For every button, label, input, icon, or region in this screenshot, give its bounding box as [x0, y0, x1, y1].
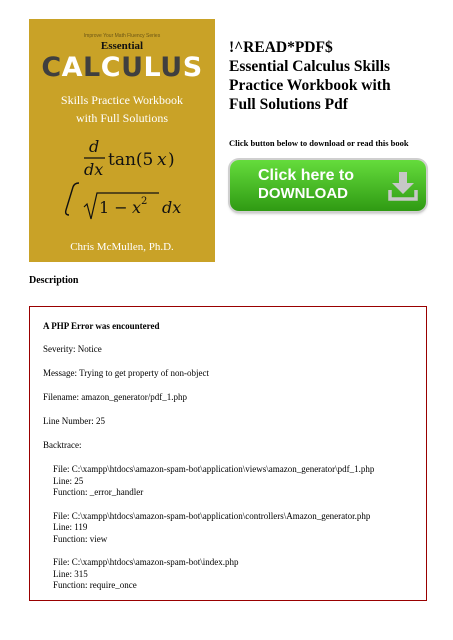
svg-text:): ) [168, 150, 175, 170]
cover-calculus-letter: A [61, 52, 84, 83]
svg-text:dx: dx [162, 198, 182, 217]
cover-subtitle-line1: Skills Practice Workbook [60, 93, 184, 107]
cover-calculus-letter: C [41, 52, 62, 83]
error-heading: A PHP Error was encountered [43, 321, 160, 331]
cover-author: Chris McMullen, Ph.D. [70, 241, 174, 253]
svg-text:tan(5: tan(5 [108, 150, 154, 170]
error-backtrace-label: Backtrace: [43, 440, 82, 450]
cover-calculus-letter: C [100, 52, 122, 83]
backtrace-line: Line: 25 [53, 475, 84, 486]
backtrace-function: Function: view [53, 533, 108, 544]
cover-tagline: Improve Your Math Fluency Series [83, 33, 161, 39]
backtrace-file: File: C:\xampp\htdocs\amazon-spam-bot\application\controllers\Amazon_generator.php [53, 510, 371, 521]
cover-calculus-letter: L [143, 52, 161, 83]
svg-text:x: x [157, 150, 167, 170]
download-instruction: Click button below to download or read this book [229, 138, 409, 148]
backtrace-function: Function: require_once [53, 580, 137, 590]
backtrace-function: Function: _error_handler [53, 487, 144, 497]
book-cover [29, 19, 215, 262]
backtrace-line: Line: 315 [53, 568, 88, 579]
php-error-box [29, 306, 427, 601]
description-heading: Description [29, 275, 79, 286]
cover-math-formulas [29, 137, 215, 242]
download-button-line1: Click here to [258, 167, 355, 184]
backtrace-entry [53, 464, 412, 499]
backtrace-entry [53, 511, 412, 546]
backtrace-file: File: C:\xampp\htdocs\amazon-spam-bot\index.php [53, 557, 239, 567]
title-line3: Practice Workbook with [229, 77, 391, 94]
download-button[interactable] [230, 160, 426, 211]
cover-calculus-letter: U [121, 52, 144, 83]
svg-text:1 −: 1 − [99, 198, 128, 217]
cover-calculus-letter: S [182, 52, 203, 83]
download-arrow-icon [388, 171, 418, 201]
title-line2: Essential Calculus Skills [229, 58, 391, 75]
page-title [229, 38, 444, 114]
cover-calculus-title [29, 52, 215, 83]
svg-text:x: x [132, 198, 142, 217]
cover-calculus-letter: L [83, 52, 101, 83]
error-filename: Filename: amazon_generator/pdf_1.php [43, 392, 187, 402]
backtrace-file: File: C:\xampp\htdocs\amazon-spam-bot\application\views\amazon_generator\pdf_1.php [53, 464, 375, 474]
cover-calculus-letter: U [160, 52, 183, 83]
error-severity: Severity: Notice [43, 344, 102, 354]
svg-text:d: d [89, 137, 100, 156]
error-line-number: Line Number: 25 [43, 416, 105, 426]
title-line1: !^READ*PDF$ [229, 39, 333, 56]
backtrace-line: Line: 119 [53, 522, 88, 532]
download-button-line2: DOWNLOAD [258, 185, 348, 202]
svg-text:dx: dx [84, 160, 104, 179]
cover-essential: Essential [100, 40, 144, 52]
error-message: Message: Trying to get property of non-object [43, 368, 209, 378]
backtrace-entry [53, 557, 412, 592]
svg-text:2: 2 [141, 196, 148, 207]
title-line4: Full Solutions Pdf [229, 96, 348, 113]
cover-subtitle-line2: with Full Solutions [75, 111, 169, 125]
